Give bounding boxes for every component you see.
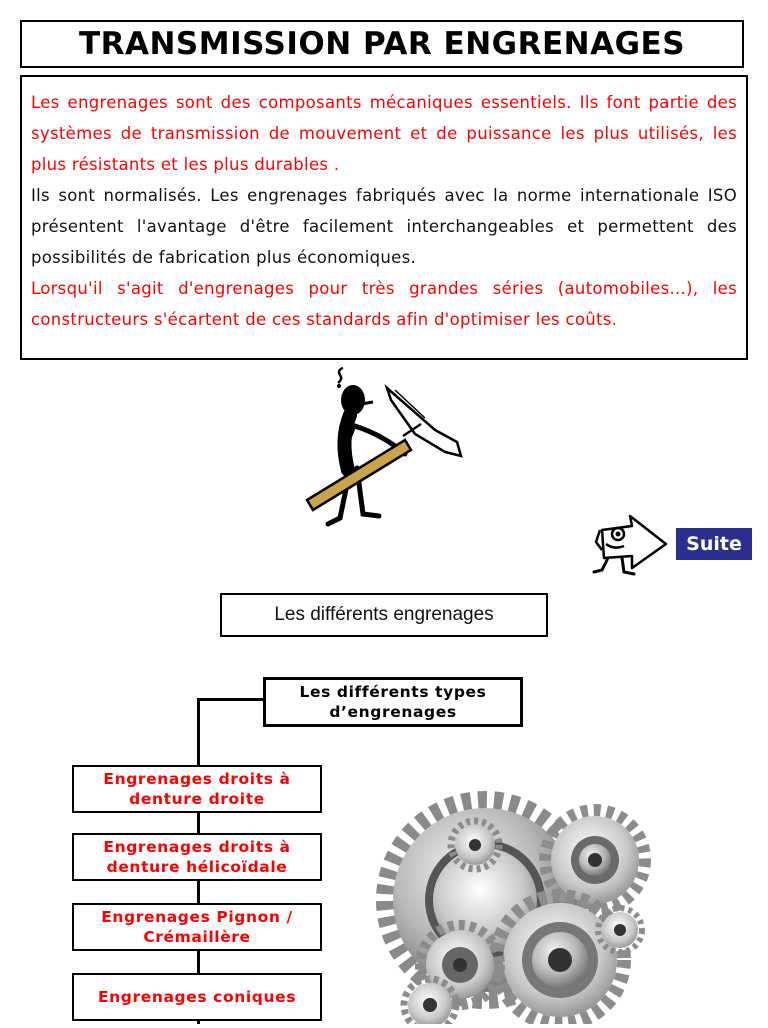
arrow-character-icon[interactable] bbox=[592, 512, 670, 578]
type-helical-gears[interactable]: Engrenages droits à denture hélicoïdale bbox=[72, 833, 322, 881]
intro-paragraph-3: Lorsqu'il s'agit d'engrenages pour très grandes séries (automobiles...), les constructeurs s'écartent de ces standards afin d'optimiser les coûts. bbox=[31, 279, 737, 329]
intro-paragraph-2: Ils sont normalisés. Les engrenages fabriqués avec la norme internationale ISO présentent l'avantage d'être facilement interchangeables et permettent des possibilités de fabrication plus économiques. bbox=[31, 186, 737, 267]
page-title: TRANSMISSION PAR ENGRENAGES bbox=[78, 26, 686, 62]
tree-connector-horizontal bbox=[197, 698, 265, 701]
section-title-box bbox=[220, 593, 548, 637]
gears-illustration bbox=[345, 790, 675, 1024]
type-rack-pinion[interactable]: Engrenages Pignon / Crémaillère bbox=[72, 903, 322, 951]
intro-paragraph-1: Les engrenages sont des composants mécaniques essentiels. Ils font partie des systèmes de transmission de mouvement et de puissance les plus utilisés, les plus résistants et les plus durables . bbox=[31, 93, 737, 174]
suite-button[interactable]: Suite bbox=[676, 528, 752, 560]
title-box bbox=[20, 20, 744, 68]
types-root-box: Les différents types d’engrenages bbox=[263, 677, 523, 727]
section-title: Les différents engrenages bbox=[274, 604, 494, 625]
worker-with-hammer-icon bbox=[295, 360, 475, 540]
next-navigation bbox=[592, 512, 762, 580]
intro-text-box bbox=[20, 75, 748, 360]
type-spur-gears[interactable]: Engrenages droits à denture droite bbox=[72, 765, 322, 813]
type-bevel-gears[interactable]: Engrenages coniques bbox=[72, 973, 322, 1021]
